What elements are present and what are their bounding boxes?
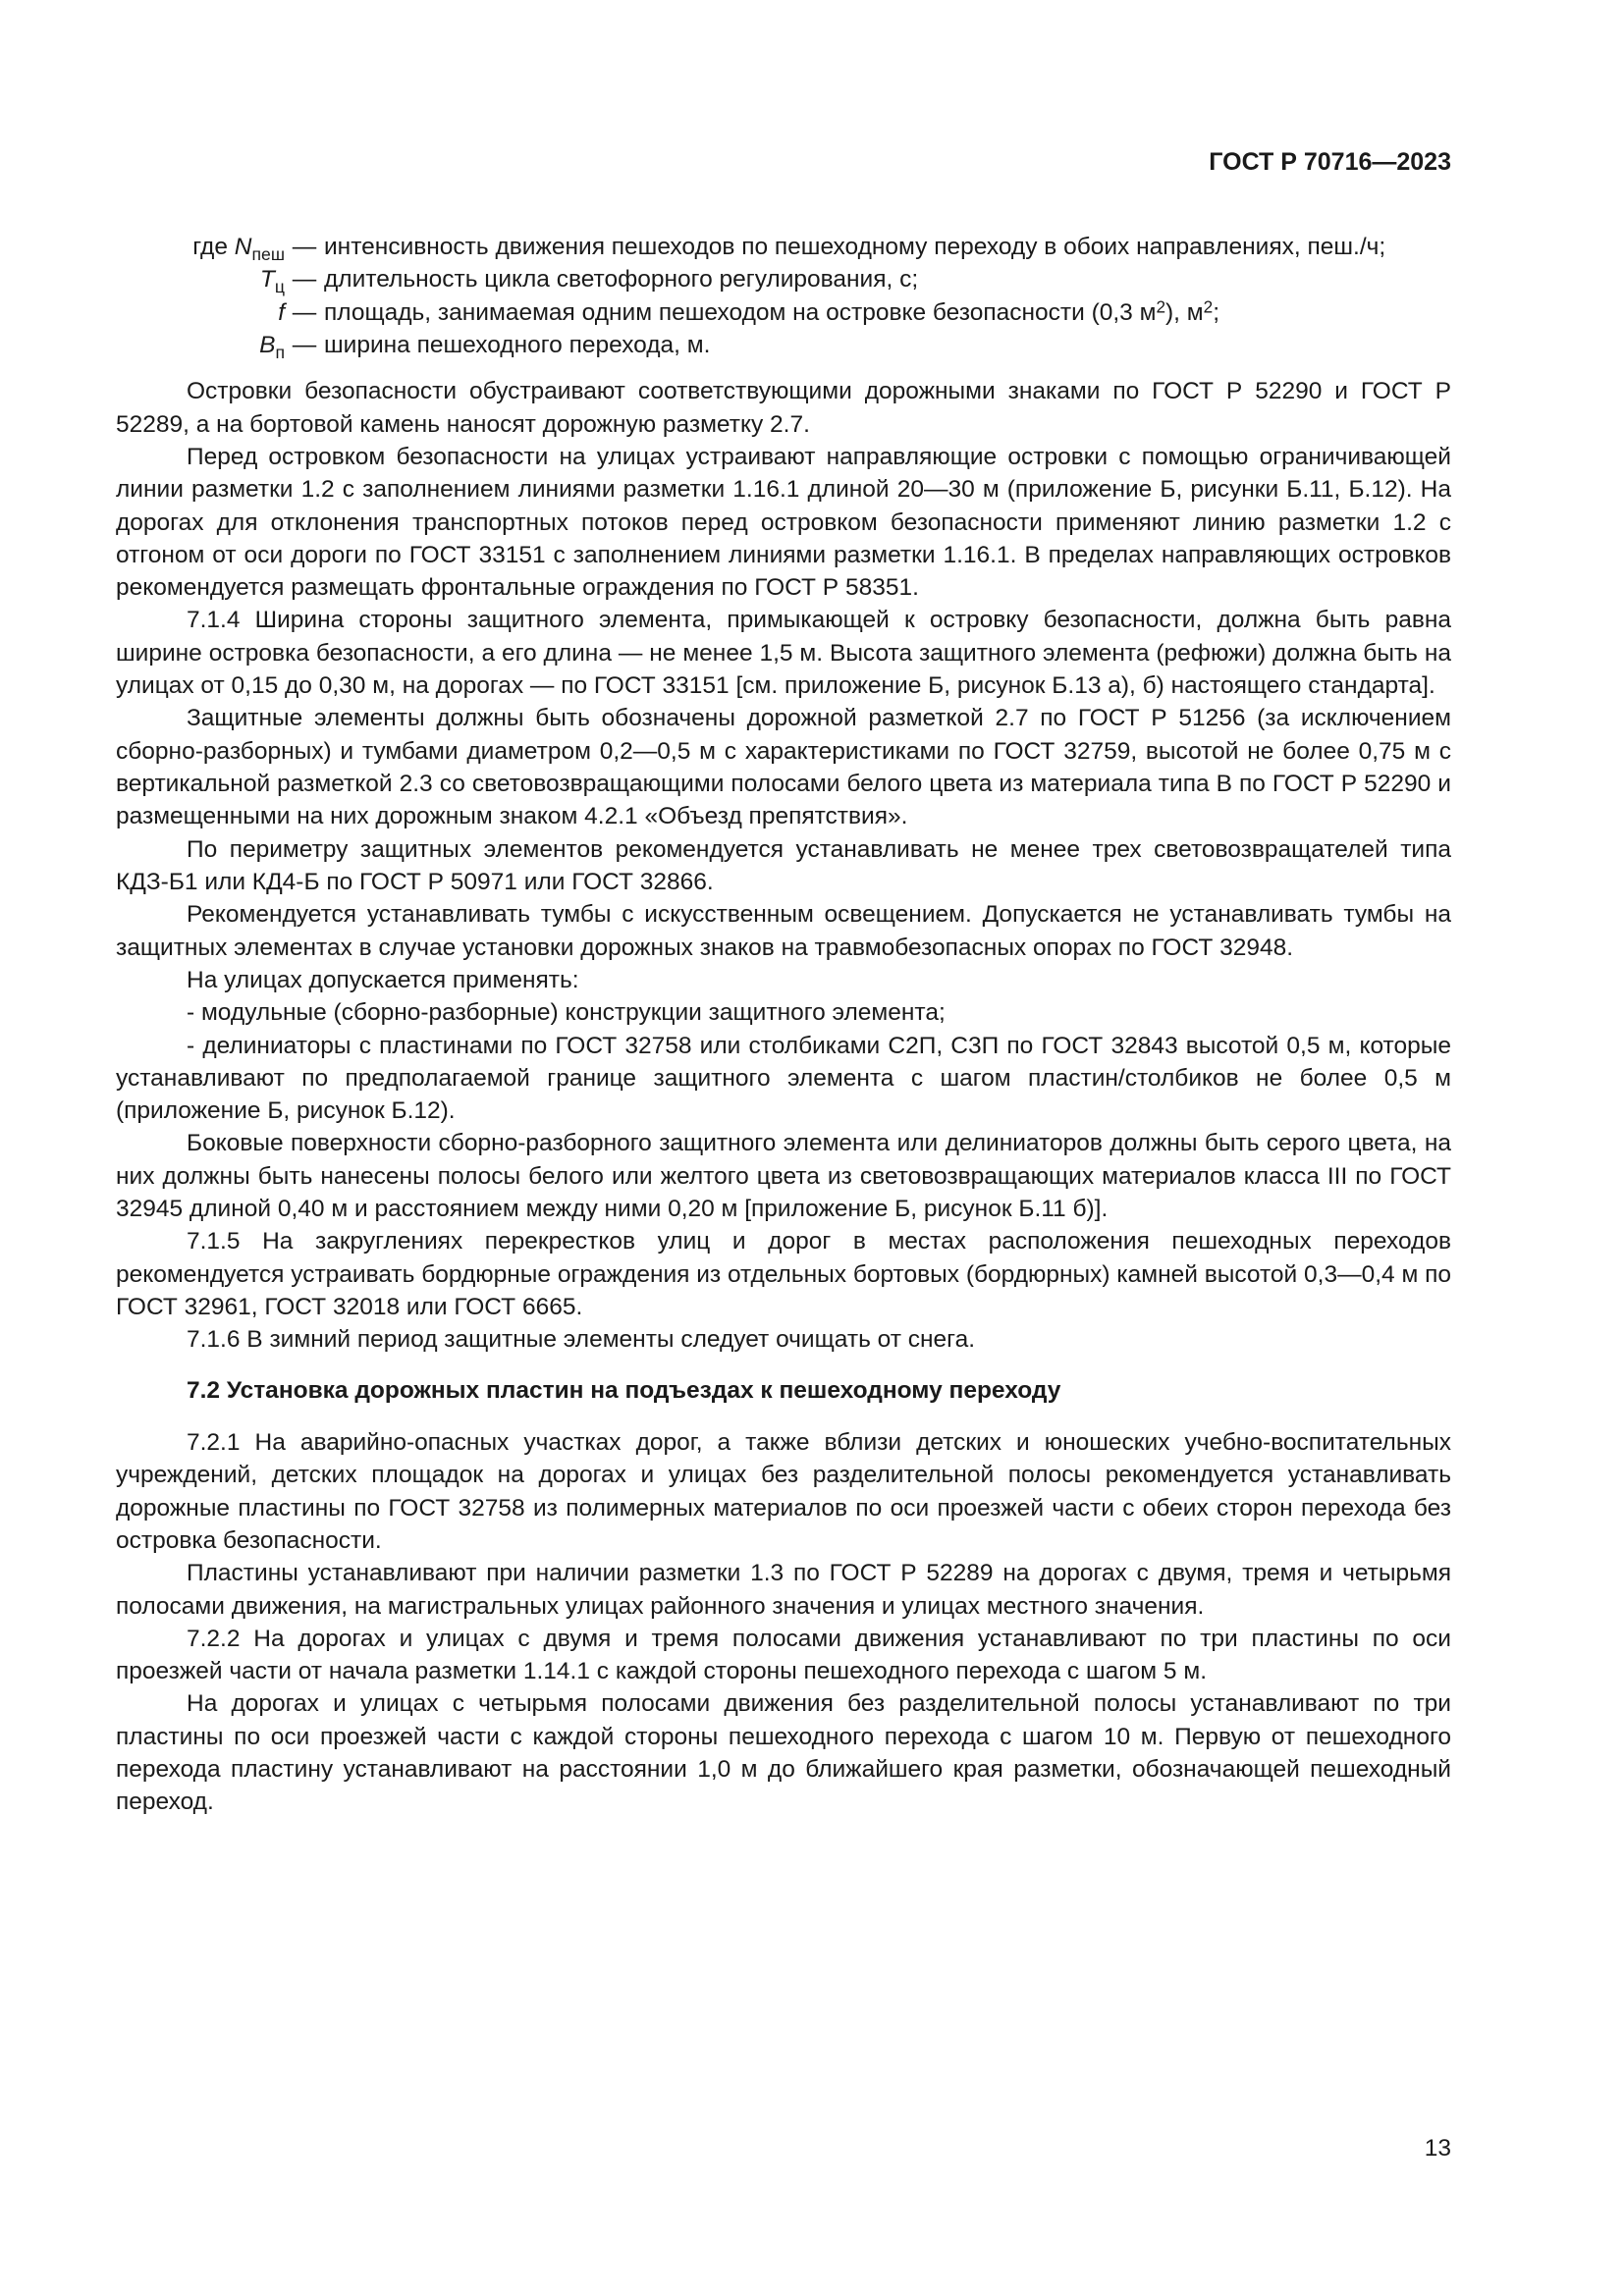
document-header: ГОСТ Р 70716—2023 <box>1209 148 1451 176</box>
paragraph: 7.2.1 На аварийно-опасных участках дорог, а также вблизи детских и юношеских учебно-воспитательных учреждений, детских площадок на дорогах и улицах без разделительной полосы рекомендуется устанавливать дорожные пластины по ГОСТ 32758 из полимерных материалов по оси проезжей части с обеих сторон перехода без островка безопасности. <box>116 1428 1451 1554</box>
page-number: 13 <box>1424 2135 1451 2162</box>
paragraph: По периметру защитных элементов рекомендуется устанавливать не менее трех световозвращателей типа КДЗ-Б1 или КД4-Б по ГОСТ Р 50971 или ГОСТ 32866. <box>116 835 1451 895</box>
variable-row: f — площадь, занимаемая одним пешеходом на островке безопасности (0,3 $м^2$), $м^2$; <box>116 296 1451 329</box>
variable-row: $B_п$ — ширина пешеходного перехода, м. <box>116 329 1451 361</box>
paragraph: Пластины устанавливают при наличии разметки 1.3 по ГОСТ Р 52289 на дорогах с двумя, тремя и четырьмя полосами движения, на магистральных улицах районного значения и улицах местного значения. <box>116 1560 1451 1620</box>
paragraph: Рекомендуется устанавливать тумбы с искусственным освещением. Допускается не устанавливать тумбы на защитных элементах в случае установки дорожных знаков на травмобезопасных опорах по ГОСТ 32948. <box>116 901 1451 961</box>
paragraph: Перед островком безопасности на улицах устраивают направляющие островки с помощью ограничивающей линии разметки 1.2 с заполнением линиями разметки 1.16.1 длиной 20—30 м (приложение Б, рисунки Б.11, Б.12). На дорогах для отклонения транспортных потоков перед островком безопасности применяют линию разметки 1.2 с отгоном от оси дороги по ГОСТ 33151 с заполнением линиями разметки 1.16.1. В пределах направляющих островков рекомендуется размещать фронтальные ограждения по ГОСТ Р 58351. <box>116 443 1451 602</box>
variable-symbol: $T_ц$ <box>259 266 285 297</box>
list-item: - модульные (сборно-разборные) конструкции защитного элемента; <box>187 999 946 1027</box>
variable-description: длительность цикла светофорного регулирования, с; <box>324 266 919 294</box>
variable-row: где $N_{пеш}$ — интенсивность движения пешеходов по пешеходному переходу в обоих направлениях, пеш./ч; <box>116 231 1451 263</box>
variable-description: площадь, занимаемая одним пешеходом на островке безопасности (0,3 $м^2$), $м^2$; <box>324 295 1219 326</box>
paragraph: 7.1.4 Ширина стороны защитного элемента, примыкающей к островку безопасности, должна быть равна ширине островка безопасности, а его длина — не менее 1,5 м. Высота защитного элемента (рефюжи) должна быть на улицах от 0,15 до 0,30 м, на дорогах — по ГОСТ 33151 [см. приложение Б, рисунок Б.13 а), б) настоящего стандарта]. <box>116 607 1451 700</box>
section-heading: 7.2 Установка дорожных пластин на подъездах к пешеходному переходу <box>187 1376 1061 1404</box>
variable-symbol: f <box>278 298 285 326</box>
variable-description: интенсивность движения пешеходов по пешеходному переходу в обоих направлениях, пеш./ч; <box>324 234 1386 260</box>
paragraph: Защитные элементы должны быть обозначены дорожной разметкой 2.7 по ГОСТ Р 51256 (за исключением сборно-разборных) и тумбами диаметром 0,2—0,5 м с характеристиками по ГОСТ 32759, высотой не более 0,75 м с вертикальной разметкой 2.3 со световозвращающими полосами белого цвета из материала типа В по ГОСТ Р 52290 и размещенными на них дорожным знаком 4.2.1 «Объезд препятствия». <box>116 705 1451 830</box>
paragraph: На улицах допускается применять: <box>187 966 579 993</box>
paragraph: На дорогах и улицах с четырьмя полосами движения без разделительной полосы устанавливают по три пластины по оси проезжей части с каждой стороны пешеходного перехода с шагом 10 м. Первую от пешеходного перехода пластину устанавливают на расстоянии 1,0 м до ближайшего края разметки, обозначающей пешеходный переход. <box>116 1690 1451 1816</box>
paragraph: Боковые поверхности сборно-разборного защитного элемента или делиниаторов должны быть серого цвета, на них должны быть нанесены полосы белого или желтого цвета из световозвращающих материалов класса III по ГОСТ 32945 длиной 0,40 м и расстоянием между ними 0,20 м [приложение Б, рисунок Б.11 б)]. <box>116 1130 1451 1223</box>
variable-description: ширина пешеходного перехода, м. <box>324 331 711 358</box>
variable-symbol: $B_п$ <box>259 331 285 363</box>
paragraph: 7.1.6 В зимний период защитные элементы следует очищать от снега. <box>187 1326 975 1354</box>
list-item: - делиниаторы с пластинами по ГОСТ 32758 или столбиками С2П, С3П по ГОСТ 32843 высотой 0,5 м, которые устанавливают по предполагаемой границе защитного элемента с шагом пластин/столбиков не более 0,5 м (приложение Б, рисунок Б.12). <box>116 1032 1451 1125</box>
paragraph: Островки безопасности обустраивают соответствующими дорожными знаками по ГОСТ Р 52290 и ГОСТ Р 52289, а на бортовой камень наносят дорожную разметку 2.7. <box>116 378 1451 438</box>
variable-list <box>116 231 1451 361</box>
variable-symbol: где $N_{пеш}$ <box>192 234 285 265</box>
paragraph: 7.1.5 На закруглениях перекрестков улиц и дорог в местах расположения пешеходных переходов рекомендуется устраивать бордюрные ограждения из отдельных бортовых (бордюрных) камней высотой 0,3—0,4 м по ГОСТ 32961, ГОСТ 32018 или ГОСТ 6665. <box>116 1228 1451 1320</box>
paragraph: 7.2.2 На дорогах и улицах с двумя и тремя полосами движения устанавливают по три пластины по оси проезжей части от начала разметки 1.14.1 с каждой стороны пешеходного перехода с шагом 5 м. <box>116 1625 1451 1685</box>
document-body <box>116 231 1451 1819</box>
variable-row: $T_ц$ — длительность цикла светофорного регулирования, с; <box>116 263 1451 295</box>
